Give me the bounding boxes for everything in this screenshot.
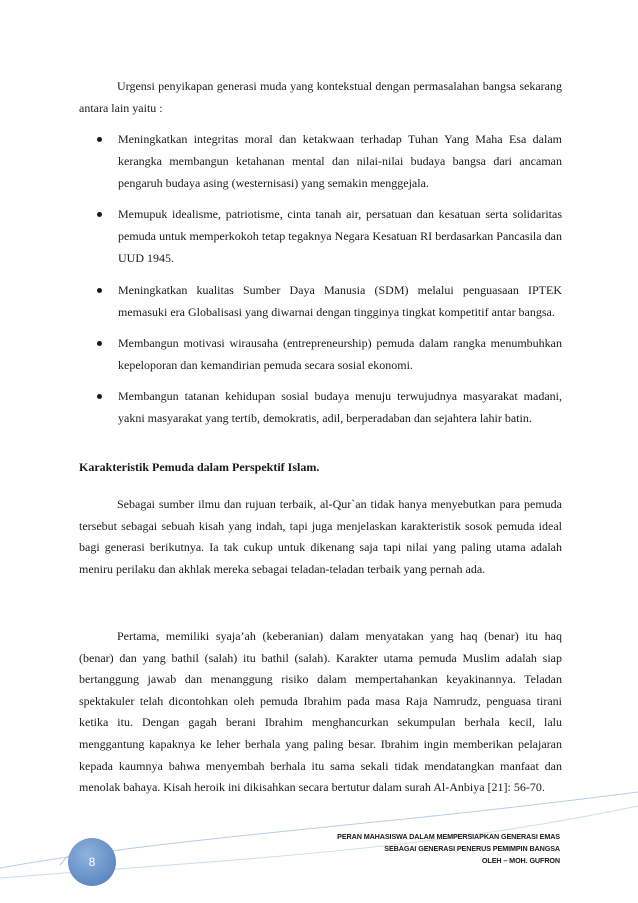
bullet-icon [97, 394, 102, 399]
list-item [79, 203, 562, 269]
bullet-text: Membangun tatanan kehidupan sosial budaya menuju terwujudnya masyarakat madani, yakni masyarakat yang tertib, demokratis, adil, berperadaban dan sejahtera lahir batin. [118, 389, 562, 426]
bullet-text: Meningkatkan kualitas Sumber Daya Manusia (SDM) melalui penguasaan IPTEK memasuki era Globalisasi yang diwarnai dengan tingginya tingkat kompetitif antar bangsa. [118, 282, 562, 319]
list-item [79, 332, 562, 376]
section-heading: Karakteristik Pemuda dalam Perspektif Islam. [79, 460, 320, 474]
bullet-list [79, 128, 562, 438]
footer-line-3: OLEH – MOH. GUFRON [481, 856, 560, 865]
bullet-text: Membangun motivasi wirausaha (entrepreneurship) pemuda dalam rangka menumbuhkan kepeloporan dan kemandirian pemuda secara sosial ekonomi. [118, 335, 562, 372]
bullet-icon [97, 288, 102, 293]
footer-line-1: PERAN MAHASISWA DALAM MEMPERSIAPKAN GENERASI EMAS [337, 832, 560, 841]
bullet-text: Memupuk idealisme, patriotisme, cinta tanah air, persatuan dan kesatuan serta solidaritas pemuda untuk memperkokoh tetap tegaknya Negara Kesatuan RI berdasarkan Pancasila dan UUD 1945. [118, 207, 562, 266]
intro-paragraph: Urgensi penyikapan generasi muda yang kontekstual dengan permasalahan bangsa sekarang antara lain yaitu : [79, 79, 562, 115]
list-item [79, 385, 562, 429]
bullet-icon [97, 212, 102, 217]
body-paragraph-2: Pertama, memiliki syaja’ah (keberanian) dalam menyatakan yang haq (benar) itu haq (benar) dan yang bathil (salah) itu bathil (salah). Karakter utama pemuda Muslim adalah siap bertanggung jawab dan menanggung risiko dalam mempertahankan keyakinannya. Teladan spektakuler telah dicontohkan oleh pemuda Ibrahim pada masa Raja Namrudz, penguasa tirani ketika itu. Dengan gagah berani Ibrahim menghancurkan sekumpulan berhala kecil, lalu menggantung kapaknya ke leher berhala yang paling besar. Ibrahim ingin memberikan pelajaran kepada kaumnya bahwa menyembah berhala itu sama sekali tidak mendatangkan manfaat dan menolak bahaya. Kisah heroik ini dikisahkan secara bertutur dalam surah Al-Anbiya [21]: 56-70. [79, 629, 562, 795]
body-paragraph-1: Sebagai sumber ilmu dan rujuan terbaik, al-Qur`an tidak hanya menyebutkan para pemuda tersebut sebagai sebuah kisah yang indah, tapi juga menjelaskan karakteristik sosok pemuda ideal bagi generasi berikutnya. Ia tak cukup untuk dikenang saja tapi nilai yang paling utama adalah meniru perilaku dan akhlak mereka sebagai teladan-teladan terbaik yang pernah ada. [79, 497, 562, 576]
bullet-text: Meningkatkan integritas moral dan ketakwaan terhadap Tuhan Yang Maha Esa dalam kerangka membangun ketahanan mental dan nilai-nilai budaya bangsa dari ancaman pengaruh budaya asing (westernisasi) yang semakin menggejala. [118, 132, 562, 190]
bullet-icon [97, 137, 102, 142]
footer-line-2: SEBAGAI GENERASI PENERUS PEMIMPIN BANGSA [384, 844, 560, 853]
footer-text [260, 831, 560, 867]
page-number-badge: 8 [68, 838, 116, 886]
list-item [79, 128, 562, 194]
list-item [79, 279, 562, 323]
bullet-icon [97, 341, 102, 346]
